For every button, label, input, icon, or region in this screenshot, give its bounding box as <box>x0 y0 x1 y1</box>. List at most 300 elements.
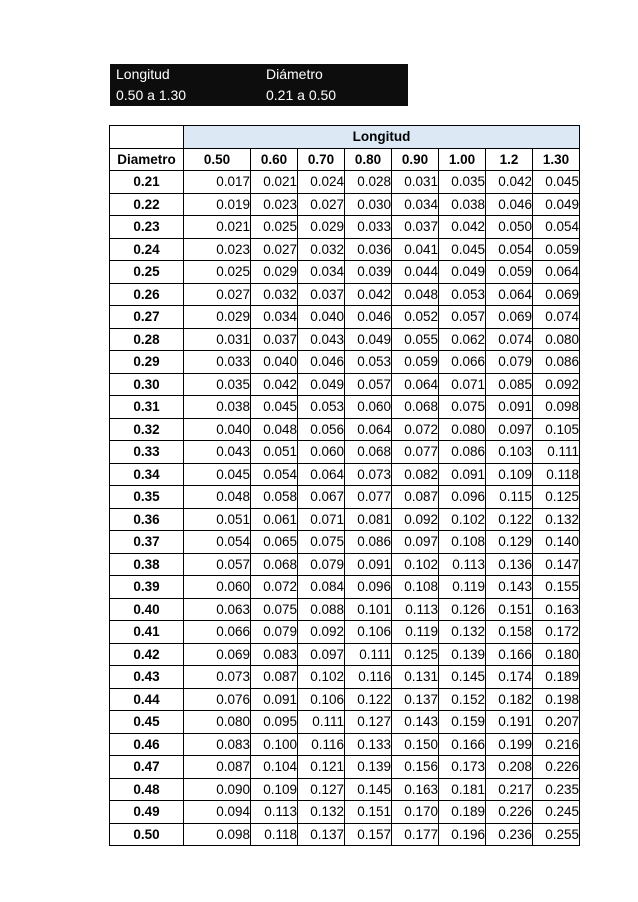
value-cell: 0.032 <box>298 238 345 261</box>
value-cell: 0.034 <box>392 193 439 216</box>
value-cell: 0.064 <box>345 418 392 441</box>
value-cell: 0.032 <box>251 283 298 306</box>
diametro-cell: 0.49 <box>110 801 184 824</box>
diametro-cell: 0.39 <box>110 576 184 599</box>
diametro-cell: 0.35 <box>110 486 184 509</box>
value-cell: 0.051 <box>251 441 298 464</box>
value-cell: 0.053 <box>298 396 345 419</box>
table-row <box>110 778 580 801</box>
table-row <box>110 283 580 306</box>
value-cell: 0.119 <box>392 621 439 644</box>
column-header: 0.80 <box>345 148 392 171</box>
value-cell: 0.137 <box>392 688 439 711</box>
value-cell: 0.172 <box>533 621 580 644</box>
diametro-cell: 0.38 <box>110 553 184 576</box>
value-cell: 0.196 <box>439 823 486 846</box>
value-cell: 0.173 <box>439 756 486 779</box>
table-body <box>110 171 580 846</box>
value-cell: 0.029 <box>184 306 251 329</box>
value-cell: 0.073 <box>184 666 251 689</box>
value-cell: 0.050 <box>486 216 533 239</box>
value-cell: 0.046 <box>298 351 345 374</box>
value-cell: 0.106 <box>298 688 345 711</box>
value-cell: 0.023 <box>184 238 251 261</box>
value-cell: 0.038 <box>184 396 251 419</box>
value-cell: 0.127 <box>345 711 392 734</box>
value-cell: 0.034 <box>251 306 298 329</box>
value-cell: 0.053 <box>345 351 392 374</box>
value-cell: 0.057 <box>439 306 486 329</box>
value-cell: 0.029 <box>298 216 345 239</box>
value-cell: 0.075 <box>439 396 486 419</box>
diametro-cell: 0.24 <box>110 238 184 261</box>
value-cell: 0.048 <box>392 283 439 306</box>
table-row <box>110 328 580 351</box>
value-cell: 0.051 <box>184 508 251 531</box>
value-cell: 0.042 <box>251 373 298 396</box>
value-cell: 0.054 <box>251 463 298 486</box>
value-cell: 0.045 <box>439 238 486 261</box>
value-cell: 0.097 <box>486 418 533 441</box>
value-cell: 0.061 <box>251 508 298 531</box>
value-cell: 0.054 <box>184 531 251 554</box>
value-cell: 0.017 <box>184 171 251 194</box>
value-cell: 0.076 <box>184 688 251 711</box>
value-cell: 0.119 <box>439 576 486 599</box>
value-cell: 0.067 <box>298 486 345 509</box>
value-cell: 0.111 <box>298 711 345 734</box>
value-cell: 0.053 <box>439 283 486 306</box>
value-cell: 0.095 <box>251 711 298 734</box>
table-row <box>110 193 580 216</box>
value-cell: 0.140 <box>533 531 580 554</box>
value-cell: 0.055 <box>392 328 439 351</box>
value-cell: 0.054 <box>533 216 580 239</box>
diametro-cell: 0.25 <box>110 261 184 284</box>
value-cell: 0.043 <box>184 441 251 464</box>
value-cell: 0.035 <box>439 171 486 194</box>
value-cell: 0.048 <box>251 418 298 441</box>
value-cell: 0.198 <box>533 688 580 711</box>
diametro-cell: 0.28 <box>110 328 184 351</box>
value-cell: 0.091 <box>251 688 298 711</box>
value-cell: 0.087 <box>184 756 251 779</box>
table-row <box>110 238 580 261</box>
value-cell: 0.245 <box>533 801 580 824</box>
value-cell: 0.191 <box>486 711 533 734</box>
table-row <box>110 418 580 441</box>
value-cell: 0.087 <box>392 486 439 509</box>
value-cell: 0.058 <box>251 486 298 509</box>
diametro-label: Diámetro <box>266 66 323 82</box>
value-cell: 0.170 <box>392 801 439 824</box>
value-cell: 0.063 <box>184 598 251 621</box>
table-row <box>110 261 580 284</box>
value-cell: 0.069 <box>486 306 533 329</box>
value-cell: 0.111 <box>345 643 392 666</box>
value-cell: 0.085 <box>486 373 533 396</box>
column-header: 0.70 <box>298 148 345 171</box>
value-cell: 0.074 <box>533 306 580 329</box>
value-cell: 0.207 <box>533 711 580 734</box>
value-cell: 0.019 <box>184 193 251 216</box>
value-cell: 0.077 <box>345 486 392 509</box>
value-cell: 0.028 <box>345 171 392 194</box>
value-cell: 0.080 <box>439 418 486 441</box>
table-row <box>110 463 580 486</box>
table-row <box>110 621 580 644</box>
value-cell: 0.116 <box>345 666 392 689</box>
column-header-row <box>110 148 580 171</box>
table-row <box>110 666 580 689</box>
range-box <box>110 64 408 106</box>
value-cell: 0.045 <box>251 396 298 419</box>
blank-corner-cell <box>110 126 184 149</box>
value-cell: 0.155 <box>533 576 580 599</box>
value-cell: 0.060 <box>184 576 251 599</box>
value-cell: 0.131 <box>392 666 439 689</box>
range-header-row <box>110 64 408 85</box>
table-row <box>110 643 580 666</box>
value-cell: 0.073 <box>345 463 392 486</box>
value-cell: 0.038 <box>439 193 486 216</box>
value-cell: 0.041 <box>392 238 439 261</box>
table-row <box>110 576 580 599</box>
value-cell: 0.098 <box>533 396 580 419</box>
table-row <box>110 531 580 554</box>
table-row <box>110 171 580 194</box>
diametro-cell: 0.29 <box>110 351 184 374</box>
value-cell: 0.068 <box>251 553 298 576</box>
column-header: 0.60 <box>251 148 298 171</box>
value-cell: 0.052 <box>392 306 439 329</box>
value-cell: 0.236 <box>486 823 533 846</box>
value-cell: 0.079 <box>251 621 298 644</box>
diametro-cell: 0.27 <box>110 306 184 329</box>
value-cell: 0.151 <box>486 598 533 621</box>
value-cell: 0.255 <box>533 823 580 846</box>
value-cell: 0.163 <box>392 778 439 801</box>
value-cell: 0.158 <box>486 621 533 644</box>
longitud-label: Longitud <box>116 66 170 82</box>
value-cell: 0.118 <box>533 463 580 486</box>
diametro-cell: 0.40 <box>110 598 184 621</box>
value-cell: 0.159 <box>439 711 486 734</box>
value-cell: 0.163 <box>533 598 580 621</box>
value-cell: 0.064 <box>392 373 439 396</box>
column-header: 0.90 <box>392 148 439 171</box>
value-cell: 0.180 <box>533 643 580 666</box>
table-row <box>110 711 580 734</box>
table-row <box>110 486 580 509</box>
value-cell: 0.039 <box>345 261 392 284</box>
value-cell: 0.216 <box>533 733 580 756</box>
value-cell: 0.046 <box>345 306 392 329</box>
value-cell: 0.060 <box>345 396 392 419</box>
value-cell: 0.042 <box>439 216 486 239</box>
value-cell: 0.139 <box>345 756 392 779</box>
value-cell: 0.027 <box>251 238 298 261</box>
value-cell: 0.096 <box>345 576 392 599</box>
value-cell: 0.143 <box>392 711 439 734</box>
diametro-cell: 0.43 <box>110 666 184 689</box>
value-cell: 0.042 <box>486 171 533 194</box>
value-cell: 0.040 <box>184 418 251 441</box>
value-cell: 0.133 <box>345 733 392 756</box>
value-cell: 0.037 <box>298 283 345 306</box>
value-cell: 0.217 <box>486 778 533 801</box>
table-row <box>110 508 580 531</box>
diametro-cell: 0.46 <box>110 733 184 756</box>
value-cell: 0.072 <box>251 576 298 599</box>
value-cell: 0.084 <box>298 576 345 599</box>
value-cell: 0.101 <box>345 598 392 621</box>
value-cell: 0.182 <box>486 688 533 711</box>
table-row <box>110 598 580 621</box>
value-cell: 0.077 <box>392 441 439 464</box>
table-row <box>110 216 580 239</box>
value-cell: 0.177 <box>392 823 439 846</box>
diametro-cell: 0.34 <box>110 463 184 486</box>
value-cell: 0.030 <box>345 193 392 216</box>
value-cell: 0.113 <box>251 801 298 824</box>
value-cell: 0.066 <box>184 621 251 644</box>
value-cell: 0.091 <box>345 553 392 576</box>
value-cell: 0.042 <box>345 283 392 306</box>
value-cell: 0.021 <box>251 171 298 194</box>
value-cell: 0.040 <box>298 306 345 329</box>
value-cell: 0.059 <box>392 351 439 374</box>
value-cell: 0.208 <box>486 756 533 779</box>
value-cell: 0.080 <box>184 711 251 734</box>
column-header: 0.50 <box>184 148 251 171</box>
value-cell: 0.097 <box>392 531 439 554</box>
value-cell: 0.137 <box>298 823 345 846</box>
value-cell: 0.075 <box>298 531 345 554</box>
table-row <box>110 553 580 576</box>
diametro-cell: 0.23 <box>110 216 184 239</box>
value-cell: 0.087 <box>251 666 298 689</box>
value-cell: 0.092 <box>298 621 345 644</box>
table-row <box>110 688 580 711</box>
value-cell: 0.125 <box>533 486 580 509</box>
value-cell: 0.064 <box>533 261 580 284</box>
value-cell: 0.033 <box>345 216 392 239</box>
value-cell: 0.068 <box>392 396 439 419</box>
value-cell: 0.091 <box>439 463 486 486</box>
value-cell: 0.102 <box>392 553 439 576</box>
value-cell: 0.098 <box>184 823 251 846</box>
value-cell: 0.091 <box>486 396 533 419</box>
column-header: 1.2 <box>486 148 533 171</box>
table-row <box>110 373 580 396</box>
value-cell: 0.043 <box>298 328 345 351</box>
value-cell: 0.111 <box>533 441 580 464</box>
value-cell: 0.105 <box>533 418 580 441</box>
column-header: 1.00 <box>439 148 486 171</box>
value-cell: 0.049 <box>439 261 486 284</box>
value-cell: 0.235 <box>533 778 580 801</box>
diametro-cell: 0.26 <box>110 283 184 306</box>
value-cell: 0.088 <box>298 598 345 621</box>
table-row <box>110 801 580 824</box>
value-cell: 0.103 <box>486 441 533 464</box>
diametro-cell: 0.48 <box>110 778 184 801</box>
value-cell: 0.023 <box>251 193 298 216</box>
value-cell: 0.075 <box>251 598 298 621</box>
value-cell: 0.064 <box>486 283 533 306</box>
value-cell: 0.181 <box>439 778 486 801</box>
value-cell: 0.025 <box>251 216 298 239</box>
group-header-row <box>110 126 580 149</box>
value-cell: 0.109 <box>251 778 298 801</box>
value-cell: 0.040 <box>251 351 298 374</box>
value-cell: 0.072 <box>392 418 439 441</box>
value-cell: 0.125 <box>392 643 439 666</box>
value-cell: 0.127 <box>298 778 345 801</box>
value-cell: 0.108 <box>439 531 486 554</box>
diametro-cell: 0.32 <box>110 418 184 441</box>
value-cell: 0.122 <box>345 688 392 711</box>
diametro-cell: 0.50 <box>110 823 184 846</box>
value-cell: 0.037 <box>392 216 439 239</box>
value-cell: 0.094 <box>184 801 251 824</box>
value-cell: 0.071 <box>439 373 486 396</box>
diametro-cell: 0.33 <box>110 441 184 464</box>
value-cell: 0.166 <box>439 733 486 756</box>
value-cell: 0.025 <box>184 261 251 284</box>
table-row <box>110 441 580 464</box>
value-cell: 0.113 <box>392 598 439 621</box>
value-cell: 0.136 <box>486 553 533 576</box>
value-cell: 0.068 <box>345 441 392 464</box>
value-cell: 0.086 <box>345 531 392 554</box>
value-cell: 0.082 <box>392 463 439 486</box>
value-cell: 0.037 <box>251 328 298 351</box>
value-cell: 0.049 <box>345 328 392 351</box>
value-cell: 0.044 <box>392 261 439 284</box>
value-cell: 0.145 <box>345 778 392 801</box>
value-cell: 0.048 <box>184 486 251 509</box>
value-cell: 0.116 <box>298 733 345 756</box>
diametro-cell: 0.42 <box>110 643 184 666</box>
value-cell: 0.035 <box>184 373 251 396</box>
value-cell: 0.049 <box>533 193 580 216</box>
value-cell: 0.074 <box>486 328 533 351</box>
table-row <box>110 823 580 846</box>
value-cell: 0.143 <box>486 576 533 599</box>
value-cell: 0.156 <box>392 756 439 779</box>
value-cell: 0.132 <box>533 508 580 531</box>
value-cell: 0.151 <box>345 801 392 824</box>
table-row <box>110 396 580 419</box>
value-cell: 0.046 <box>486 193 533 216</box>
value-cell: 0.166 <box>486 643 533 666</box>
value-cell: 0.199 <box>486 733 533 756</box>
value-cell: 0.031 <box>184 328 251 351</box>
value-cell: 0.059 <box>533 238 580 261</box>
value-cell: 0.102 <box>298 666 345 689</box>
value-cell: 0.031 <box>392 171 439 194</box>
value-cell: 0.150 <box>392 733 439 756</box>
value-cell: 0.129 <box>486 531 533 554</box>
value-cell: 0.109 <box>486 463 533 486</box>
value-cell: 0.132 <box>439 621 486 644</box>
diametro-cell: 0.31 <box>110 396 184 419</box>
diametro-cell: 0.41 <box>110 621 184 644</box>
diametro-range: 0.21 a 0.50 <box>266 87 337 103</box>
value-cell: 0.092 <box>392 508 439 531</box>
value-cell: 0.132 <box>298 801 345 824</box>
value-cell: 0.081 <box>345 508 392 531</box>
value-cell: 0.157 <box>345 823 392 846</box>
value-cell: 0.071 <box>298 508 345 531</box>
value-cell: 0.029 <box>251 261 298 284</box>
value-cell: 0.139 <box>439 643 486 666</box>
value-cell: 0.033 <box>184 351 251 374</box>
value-cell: 0.100 <box>251 733 298 756</box>
value-cell: 0.083 <box>251 643 298 666</box>
value-cell: 0.174 <box>486 666 533 689</box>
table-row <box>110 733 580 756</box>
value-cell: 0.045 <box>184 463 251 486</box>
value-cell: 0.065 <box>251 531 298 554</box>
diametro-cell: 0.21 <box>110 171 184 194</box>
value-cell: 0.189 <box>533 666 580 689</box>
longitud-range: 0.50 a 1.30 <box>116 87 187 103</box>
diametro-cell: 0.30 <box>110 373 184 396</box>
value-cell: 0.080 <box>533 328 580 351</box>
value-cell: 0.062 <box>439 328 486 351</box>
diametro-cell: 0.44 <box>110 688 184 711</box>
diametro-cell: 0.22 <box>110 193 184 216</box>
value-cell: 0.027 <box>184 283 251 306</box>
value-cell: 0.096 <box>439 486 486 509</box>
table-row <box>110 756 580 779</box>
value-cell: 0.057 <box>184 553 251 576</box>
value-cell: 0.049 <box>298 373 345 396</box>
value-cell: 0.115 <box>486 486 533 509</box>
value-cell: 0.108 <box>392 576 439 599</box>
value-cell: 0.069 <box>533 283 580 306</box>
value-cell: 0.036 <box>345 238 392 261</box>
value-cell: 0.106 <box>345 621 392 644</box>
diametro-cell: 0.36 <box>110 508 184 531</box>
value-cell: 0.102 <box>439 508 486 531</box>
value-cell: 0.226 <box>533 756 580 779</box>
range-values-row <box>110 85 408 106</box>
value-cell: 0.122 <box>486 508 533 531</box>
value-cell: 0.021 <box>184 216 251 239</box>
diametro-cell: 0.47 <box>110 756 184 779</box>
value-cell: 0.069 <box>184 643 251 666</box>
value-cell: 0.118 <box>251 823 298 846</box>
value-cell: 0.083 <box>184 733 251 756</box>
value-cell: 0.057 <box>345 373 392 396</box>
longitud-group-header: Longitud <box>184 126 580 149</box>
value-cell: 0.064 <box>298 463 345 486</box>
value-cell: 0.152 <box>439 688 486 711</box>
value-cell: 0.034 <box>298 261 345 284</box>
value-cell: 0.079 <box>298 553 345 576</box>
value-cell: 0.086 <box>439 441 486 464</box>
diametro-header: Diametro <box>110 148 184 171</box>
value-cell: 0.027 <box>298 193 345 216</box>
value-cell: 0.045 <box>533 171 580 194</box>
value-cell: 0.056 <box>298 418 345 441</box>
value-cell: 0.090 <box>184 778 251 801</box>
value-cell: 0.054 <box>486 238 533 261</box>
